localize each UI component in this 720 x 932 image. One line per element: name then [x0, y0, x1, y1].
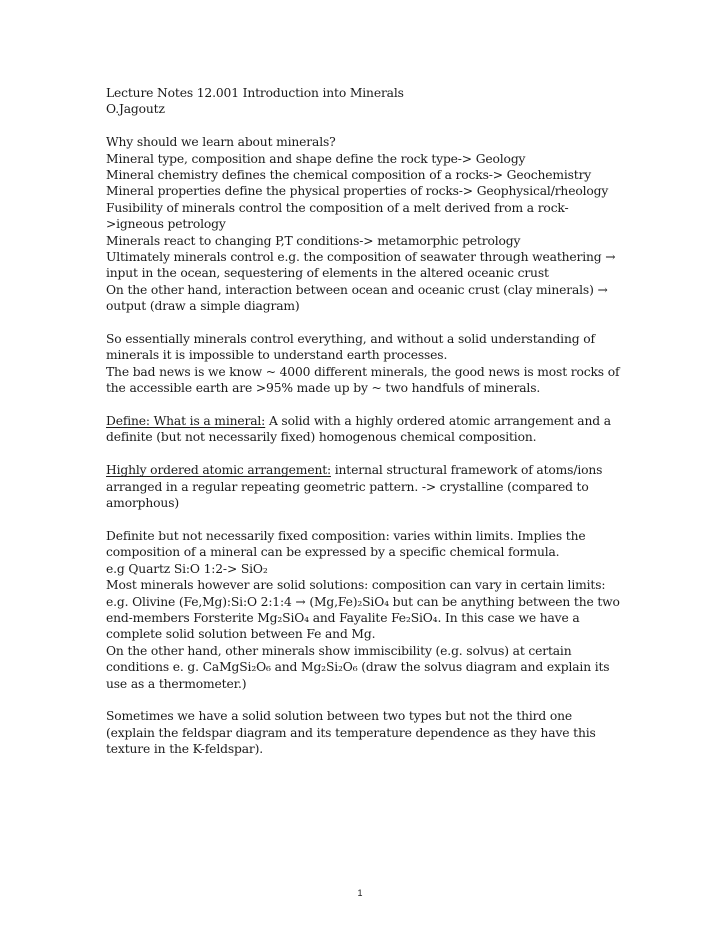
- why-line: Minerals react to changing P,T conditions-> metamorphic petrology: [106, 233, 521, 248]
- essential-line: The bad news is we know ~ 4000 different minerals, the good news is most rocks of: [106, 364, 620, 379]
- why-line: output (draw a simple diagram): [106, 299, 300, 314]
- define-line: [106, 413, 616, 429]
- paragraph-gap: [106, 315, 616, 331]
- essential-line: minerals it is impossible to understand earth processes.: [106, 348, 448, 363]
- composition-line: e.g. Olivine (Fe,Mg):Si:O 2:1:4 → (Mg,Fe)₂SiO₄ but can be anything between the two: [106, 594, 620, 609]
- why-question: Why should we learn about minerals?: [106, 135, 336, 150]
- composition-line: use as a thermometer.): [106, 676, 247, 691]
- essential-line: the accessible earth are >95% made up by ~ two handfuls of minerals.: [106, 381, 541, 396]
- composition-line: complete solid solution between Fe and Mg.: [106, 627, 376, 642]
- paragraph-gap: [106, 446, 616, 462]
- why-line: Mineral chemistry defines the chemical composition of a rocks-> Geochemistry: [106, 168, 592, 183]
- composition-line: composition of a mineral can be expressed by a specific chemical formula.: [106, 545, 560, 560]
- lecture-notes-page: [106, 85, 620, 758]
- feldspar-line: Sometimes we have a solid solution between two types but not the third one: [106, 709, 573, 724]
- why-line: Fusibility of minerals control the composition of a melt derived from a rock-: [106, 200, 569, 215]
- composition-line: On the other hand, other minerals show immiscibility (e.g. solvus) at certain: [106, 643, 572, 658]
- ordered-line: amorphous): [106, 496, 179, 511]
- why-line: On the other hand, interaction between ocean and oceanic crust (clay minerals) →: [106, 282, 608, 297]
- ordered-text: internal structural framework of atoms/ions: [331, 463, 603, 478]
- essential-line: So essentially minerals control everything, and without a solid understanding of: [106, 332, 595, 347]
- why-line: >igneous petrology: [106, 217, 226, 232]
- document-author: O.Jagoutz: [106, 102, 165, 117]
- document-title: Lecture Notes 12.001 Introduction into Minerals: [106, 86, 404, 100]
- feldspar-line: texture in the K-feldspar).: [106, 742, 264, 757]
- ordered-heading: Highly ordered atomic arrangement:: [106, 463, 331, 478]
- paragraph-gap: [106, 118, 616, 134]
- why-line: Mineral properties define the physical properties of rocks-> Geophysical/rheology: [106, 184, 609, 199]
- composition-line: conditions e. g. CaMgSi₂O₆ and Mg₂Si₂O₆ (draw the solvus diagram and explain its: [106, 660, 610, 675]
- feldspar-line: (explain the feldspar diagram and its temperature dependence as they have this: [106, 725, 596, 740]
- why-line: input in the ocean, sequestering of elements in the altered oceanic crust: [106, 266, 549, 281]
- define-text: A solid with a highly ordered atomic arrangement and a: [265, 414, 611, 429]
- composition-line: e.g Quartz Si:O 1:2-> SiO₂: [106, 561, 268, 576]
- ordered-line: [106, 462, 616, 478]
- define-heading: Define: What is a mineral:: [106, 414, 266, 429]
- paragraph-gap: [106, 512, 616, 528]
- why-line: Mineral type, composition and shape define the rock type-> Geology: [106, 151, 526, 166]
- ordered-line: arranged in a regular repeating geometric pattern. -> crystalline (compared to: [106, 479, 589, 494]
- composition-line: end-members Forsterite Mg₂SiO₄ and Fayalite Fe₂SiO₄. In this case we have a: [106, 610, 580, 625]
- composition-line: Definite but not necessarily fixed composition: varies within limits. Implies the: [106, 528, 586, 543]
- page-number: 1: [357, 888, 363, 898]
- composition-line: Most minerals however are solid solutions: composition can vary in certain limits:: [106, 578, 606, 593]
- why-line: Ultimately minerals control e.g. the composition of seawater through weathering →: [106, 250, 616, 265]
- define-line: definite (but not necessarily fixed) homogenous chemical composition.: [106, 430, 537, 445]
- paragraph-gap: [106, 397, 616, 413]
- paragraph-gap: [106, 692, 616, 708]
